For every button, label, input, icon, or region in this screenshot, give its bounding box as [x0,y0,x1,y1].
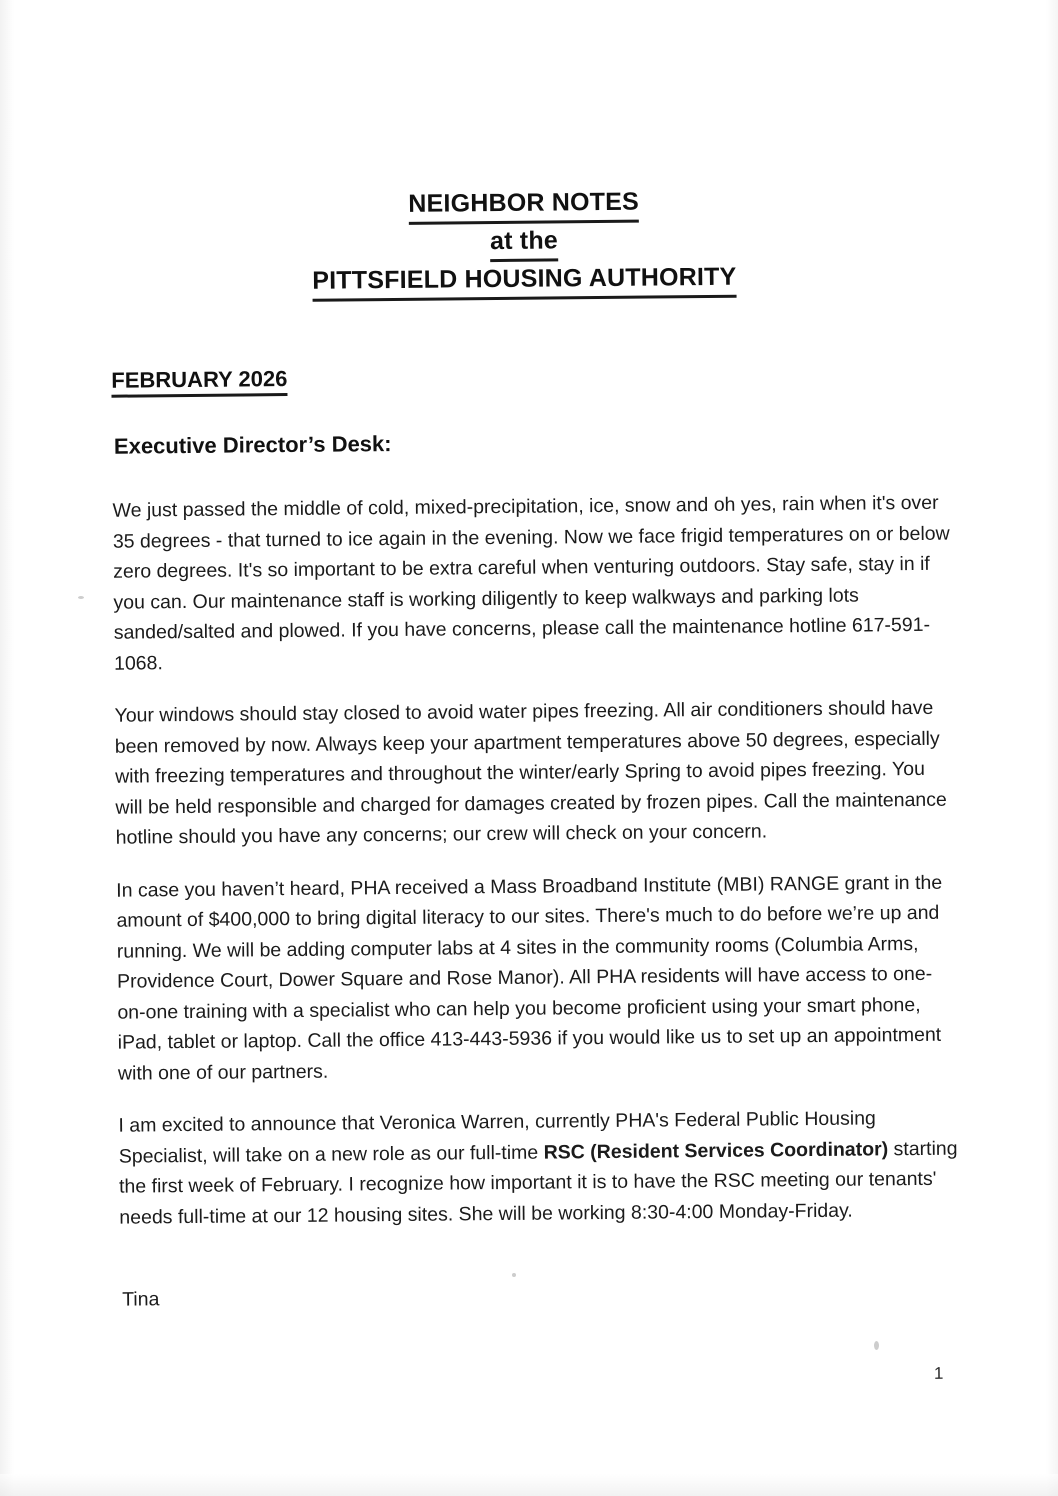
masthead-organization-text: PITTSFIELD HOUSING AUTHORITY [312,260,736,302]
masthead-title-text: NEIGHBOR NOTES [408,185,639,225]
rsc-role-bold: RSC (Resident Services Coordinator) [543,1137,889,1164]
issue-date-heading [111,366,287,398]
masthead-connector-text: at the [490,223,558,262]
section-heading-executive-director: Executive Director’s Desk: [113,431,392,459]
paragraph-rsc-announcement [118,1103,959,1233]
paragraph-frozen-pipes: Your windows should stay closed to avoid water pipes freezing. All air conditioners should have been removed by now. Always keep your apartment temperatures above 50 degrees, especially with freezing temperatures and throughout the winter/early Spring to avoid pipes freezing. You will be held responsible and charged for damages created by frozen pipes. Call the maintenance hotline should you have any concerns; our crew will check on your concern. [114,696,947,849]
paragraph-mbi-range-grant: In case you haven’t heard, PHA received a Mass Broadband Institute (MBI) RANGE grant in the amount of $400,000 to bring digital literacy to our sites. There's much to do before we’re up and running. We will be adding computer labs at 4 sites in the community rooms (Columbia Arms, Providence Court, Dower Square and Rose Manor). All PHA residents will have access to one-on-one training with a specialist who can help you become proficient using your smart phone, iPad, tablet or laptop. Call the office 413-443-5936 if you would like us to set up an appointment with one of our partners. [116,871,943,1085]
signature: Tina [122,1288,160,1311]
rsc-text-after-bold: starting the first week of February. I recognize how important it is to have the RSC meeting our tenants' needs full-time at our 12 housing sites. She will be working 8:30-4:00 Monday-Friday. [118,1137,958,1229]
body-text-block [112,488,959,1255]
masthead [0,181,1054,305]
paragraph-winter-weather: We just passed the middle of cold, mixed-precipitation, ice, snow and oh yes, rain when it's over 35 degrees - that turned to ice again in the evening. Now we face frigid temperatures on or below zero degrees. It's so important to be extra careful when venturing outdoors. Stay safe, stay in if you can. Our maintenance staff is working diligently to keep walkways and parking lots sanded/salted and plowed. If you have concerns, please call the maintenance hotline 617-591-1068. [112,491,950,675]
issue-date-text: FEBRUARY 2026 [111,366,287,398]
page-number: 1 [933,1363,944,1383]
rsc-text-before-bold: I am excited to announce that Veronica Warren, currently PHA's Federal Public Housing Specialist, will take on a new role as our full-time [118,1107,876,1168]
